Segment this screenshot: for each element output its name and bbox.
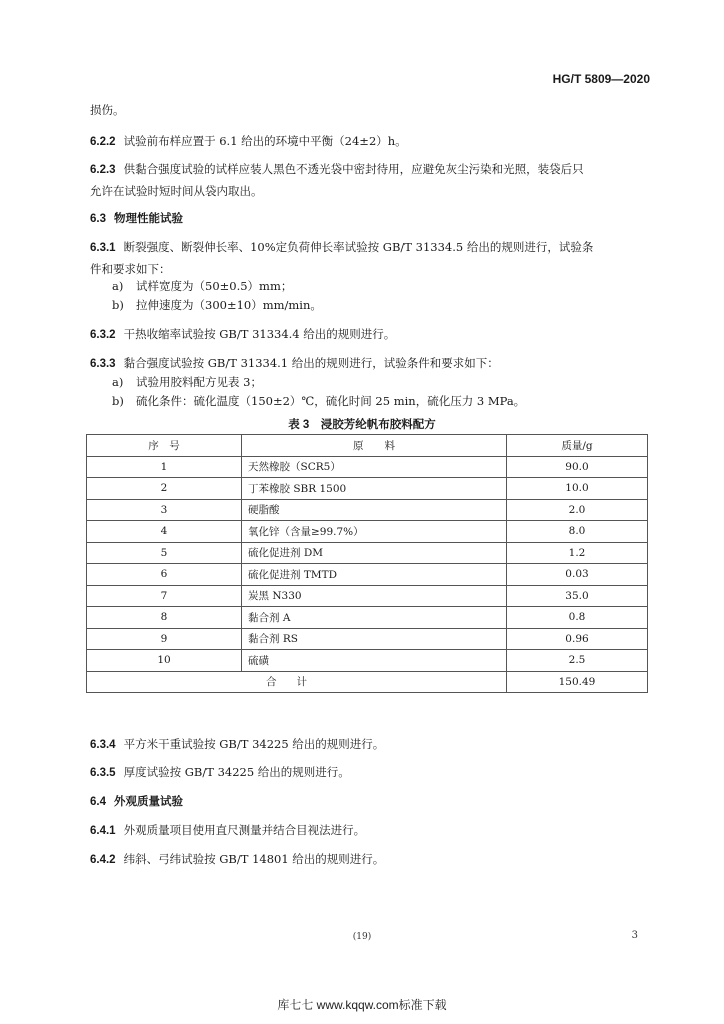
- table-row: [87, 564, 648, 586]
- clause-6-3-5: 6.3.5 厚度试验按 GB/T 34225 给出的规则进行。: [90, 765, 350, 779]
- cell-material: 硫化促进剂 DM: [242, 542, 507, 564]
- clause-6-3-2: 6.3.2 干热收缩率试验按 GB/T 31334.4 给出的规则进行。: [90, 327, 396, 341]
- standard-header: HG/T 5809—2020: [552, 72, 650, 86]
- cell-no: 10: [87, 650, 242, 672]
- cell-mass: 0.8: [507, 607, 648, 629]
- cell-no: 2: [87, 478, 242, 500]
- section-6-4-heading: 6.4 外观质量试验: [90, 796, 183, 808]
- cell-material: 丁苯橡胶 SBR 1500: [242, 478, 507, 500]
- total-label: 合计: [87, 671, 507, 693]
- cell-no: 7: [87, 585, 242, 607]
- clause-6-3-3: 6.3.3 黏合强度试验按 GB/T 31334.1 给出的规则进行，试验条件和要求如下：: [90, 356, 499, 370]
- table-row: [87, 542, 648, 564]
- table-row: [87, 499, 648, 521]
- clause-6-3-1-a: a) 试样宽度为（50±0.5）mm；: [112, 279, 293, 293]
- header-no: 序 号: [87, 435, 242, 457]
- cell-mass: 0.96: [507, 628, 648, 650]
- clause-6-3-1-b: b) 拉伸速度为（300±10）mm/min。: [112, 298, 322, 312]
- paragraph-continuation: 损伤。: [90, 103, 125, 117]
- clause-6-3-3-b: b) 硫化条件：硫化温度（150±2）℃，硫化时间 25 min，硫化压力 3 MPa。: [112, 394, 526, 408]
- cell-no: 3: [87, 499, 242, 521]
- table-row: [87, 456, 648, 478]
- table-row: [87, 650, 648, 672]
- table-row: [87, 478, 648, 500]
- formula-table: [86, 434, 648, 693]
- cell-material: 硫磺: [242, 650, 507, 672]
- inner-page-number: (19): [352, 932, 372, 942]
- cell-material: 硫化促进剂 TMTD: [242, 564, 507, 586]
- cell-no: 4: [87, 521, 242, 543]
- cell-mass: 35.0: [507, 585, 648, 607]
- cell-mass: 8.0: [507, 521, 648, 543]
- cell-mass: 0.03: [507, 564, 648, 586]
- clause-6-3-3-a: a) 试验用胶料配方见表 3；: [112, 375, 262, 389]
- cell-no: 9: [87, 628, 242, 650]
- cell-material: 硬脂酸: [242, 499, 507, 521]
- cell-mass: 2.0: [507, 499, 648, 521]
- header-material: 原 料: [242, 435, 507, 457]
- cell-no: 8: [87, 607, 242, 629]
- cell-material: 黏合剂 A: [242, 607, 507, 629]
- table-row: [87, 607, 648, 629]
- clause-6-3-1: 6.3.1 断裂强度、断裂伸长率、10%定负荷伸长率试验按 GB/T 31334.5 给出的规则进行，试验条 件和要求如下：: [90, 240, 594, 276]
- cell-material: 氧化锌（含量≥99.7%）: [242, 521, 507, 543]
- cell-material: 炭黑 N330: [242, 585, 507, 607]
- cell-mass: 1.2: [507, 542, 648, 564]
- clause-6-4-2: 6.4.2 纬斜、弓纬试验按 GB/T 14801 给出的规则进行。: [90, 852, 385, 866]
- page-number: 3: [631, 930, 638, 941]
- table-row: [87, 628, 648, 650]
- clause-6-4-1: 6.4.1 外观质量项目使用直尺测量并结合目视法进行。: [90, 823, 366, 837]
- cell-material: 黏合剂 RS: [242, 628, 507, 650]
- header-mass: 质量/g: [507, 435, 648, 457]
- table-row: [87, 521, 648, 543]
- clause-6-2-2: 6.2.2 试验前布样应置于 6.1 给出的环境中平衡（24±2）h。: [90, 134, 407, 148]
- cell-no: 6: [87, 564, 242, 586]
- clause-6-2-3: 6.2.3 供黏合强度试验的试样应装人黑色不透光袋中密封待用，应避免灰尘污染和光照，装袋后只 允许在试验时短时间从袋内取出。: [90, 162, 584, 198]
- table-caption: 表 3 浸胶芳纶帆布胶料配方: [288, 419, 436, 431]
- cell-no: 1: [87, 456, 242, 478]
- section-6-3-heading: 6.3 物理性能试验: [90, 213, 183, 225]
- cell-material: 天然橡胶（SCR5）: [242, 456, 507, 478]
- table-header-row: [87, 435, 648, 457]
- cell-no: 5: [87, 542, 242, 564]
- table-total-row: [87, 671, 648, 693]
- watermark-footer: 库七七 www.kqqw.com标准下载: [277, 998, 447, 1012]
- cell-mass: 10.0: [507, 478, 648, 500]
- clause-6-3-4: 6.3.4 平方米干重试验按 GB/T 34225 给出的规则进行。: [90, 737, 385, 751]
- table-row: [87, 585, 648, 607]
- total-mass: 150.49: [507, 671, 648, 693]
- cell-mass: 2.5: [507, 650, 648, 672]
- cell-mass: 90.0: [507, 456, 648, 478]
